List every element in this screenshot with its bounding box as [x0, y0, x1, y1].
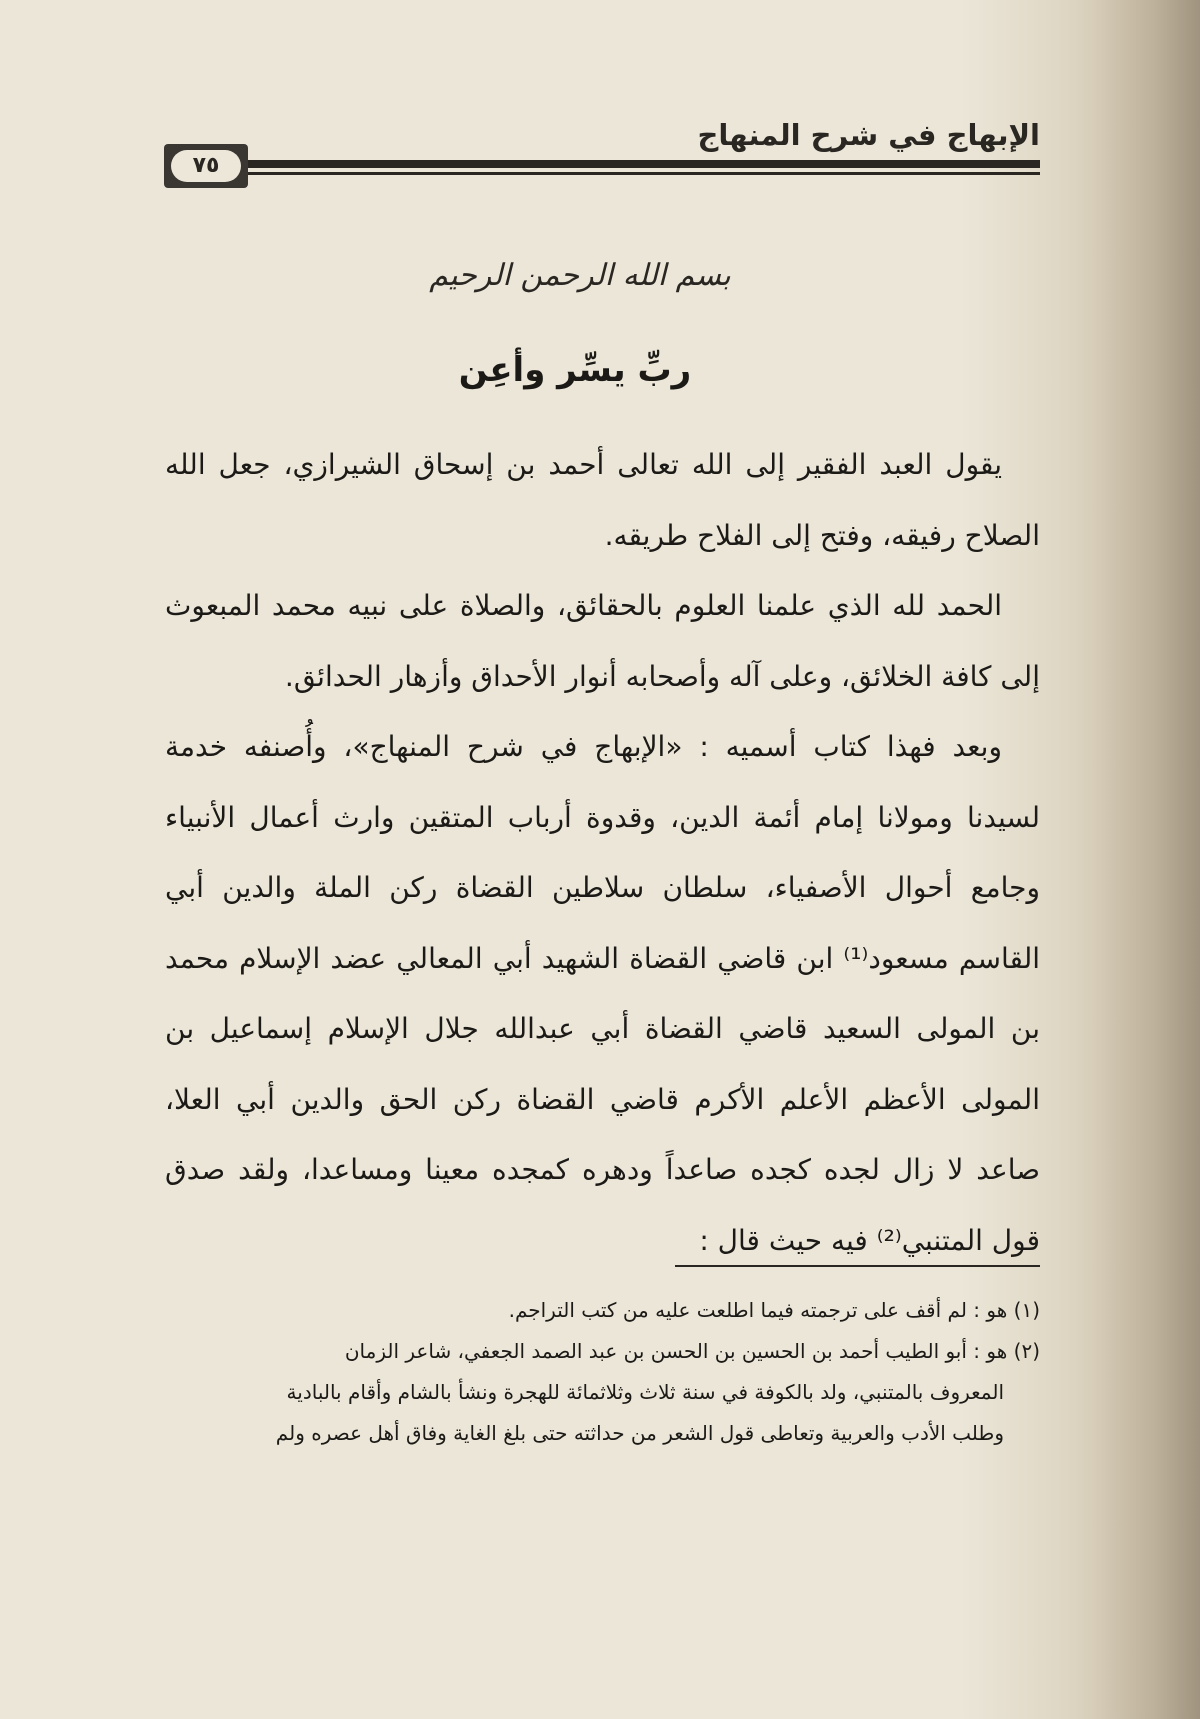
header-rule-thick [248, 160, 1040, 168]
page-number: ٧٥ [171, 150, 241, 182]
paragraph: الحمد لله الذي علمنا العلوم بالحقائق، والصلاة على نبيه محمد المبعوث إلى كافة الخلائق، وعلى آله وأصحابه أنوار الأحداق وأزهار الحدائق. [165, 589, 1040, 693]
basmala-calligraphy: بسم الله الرحمن الرحيم [429, 258, 731, 293]
running-title: الإبهاج في شرح المنهاج [697, 118, 1040, 152]
header-rule-thin [248, 172, 1040, 175]
page-number-badge [164, 144, 248, 188]
main-text [165, 430, 1040, 1276]
footnote-2-line: المعروف بالمتنبي، ولد بالكوفة في سنة ثلاث وثلاثمائة للهجرة ونشأ بالشام وأقام بالبادية [286, 1380, 1004, 1404]
paragraph: يقول العبد الفقير إلى الله تعالى أحمد بن إسحاق الشيرازي، جعل الله الصلاح رفيقه، وفتح إلى الفلاح طريقه. [165, 448, 1040, 552]
footnote-2-line: وطلب الأدب والعربية وتعاطى قول الشعر من حداثته حتى بلغ الغاية وفاق أهل عصره ولم [275, 1421, 1004, 1445]
paragraph: وبعد فهذا كتاب أسميه : «الإبهاج في شرح المنهاج»، وأُصنفه خدمة لسيدنا ومولانا إمام أئمة الدين، وقدوة أرباب المتقين وارث أعمال الأنبياء وجامع أحوال الأصفياء، سلطان سلاطين القضاة ركن الملة والدين أبي القاسم مسعود⁽¹⁾ ابن قاضي القضاة الشهيد أبي المعالي عضد الإسلام محمد بن المولى السعيد قاضي القضاة أبي عبدالله جلال الإسلام إسماعيل بن المولى الأعظم الأعلم الأكرم قاضي القضاة ركن الحق والدين أبي العلا، صاعد لا زال لجده كجده صاعداً ودهره كمجده معينا ومساعدا، ولقد صدق قول المتنبي⁽²⁾ فيه حيث قال : [165, 730, 1041, 1257]
invocation-heading: ربِّ يسِّر وأعِن [458, 350, 692, 390]
page-header [160, 118, 1040, 193]
footnote-2: (٢) هو : أبو الطيب أحمد بن الحسين بن الحسن بن عبد الصمد الجعفي، شاعر الزمان [344, 1339, 1040, 1363]
binding-shadow [1090, 0, 1200, 1719]
footnote-separator [675, 1265, 1040, 1267]
footnotes [165, 1290, 1040, 1454]
footnote-1: (١) هو : لم أقف على ترجمته فيما اطلعت عليه من كتب التراجم. [508, 1298, 1040, 1322]
